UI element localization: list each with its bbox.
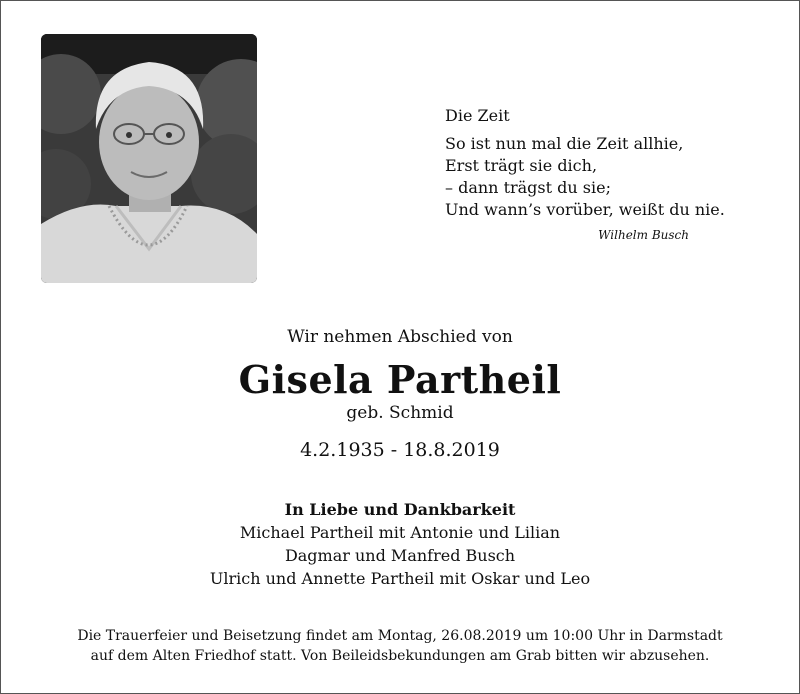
poem-line: So ist nun mal die Zeit allhie, xyxy=(445,134,684,153)
mourner-entry: Ulrich und Annette Partheil mit Oskar und Leo xyxy=(209,569,591,588)
poem-line: – dann trägst du sie; xyxy=(445,178,611,197)
deceased-name: Gisela Partheil xyxy=(238,357,562,402)
mourner-entry: Dagmar und Manfred Busch xyxy=(284,546,516,565)
funeral-notice-line: auf dem Alten Friedhof statt. Von Beileidsbekundungen am Grab bitten wir abzusehen. xyxy=(90,648,710,664)
funeral-notice xyxy=(1,626,799,666)
poem-author: Wilhelm Busch xyxy=(598,228,689,242)
poem-line: Erst trägt sie dich, xyxy=(445,156,598,175)
farewell-intro: Wir nehmen Abschied von xyxy=(287,327,513,347)
poem xyxy=(445,105,725,243)
poem-line: Und wann’s vorüber, weißt du nie. xyxy=(445,200,725,219)
mourners xyxy=(1,498,799,590)
life-dates: 4.2.1935 - 18.8.2019 xyxy=(300,439,500,461)
mourner-entry: Michael Partheil mit Antonie und Lilian xyxy=(239,523,561,542)
birth-name: geb. Schmid xyxy=(346,403,454,423)
portrait-photo xyxy=(41,34,257,283)
mourners-heading: In Liebe und Dankbarkeit xyxy=(284,500,516,519)
funeral-notice-line: Die Trauerfeier und Beisetzung findet am Montag, 26.08.2019 um 10:00 Uhr in Darmstadt xyxy=(77,628,723,644)
poem-title: Die Zeit xyxy=(445,106,510,125)
